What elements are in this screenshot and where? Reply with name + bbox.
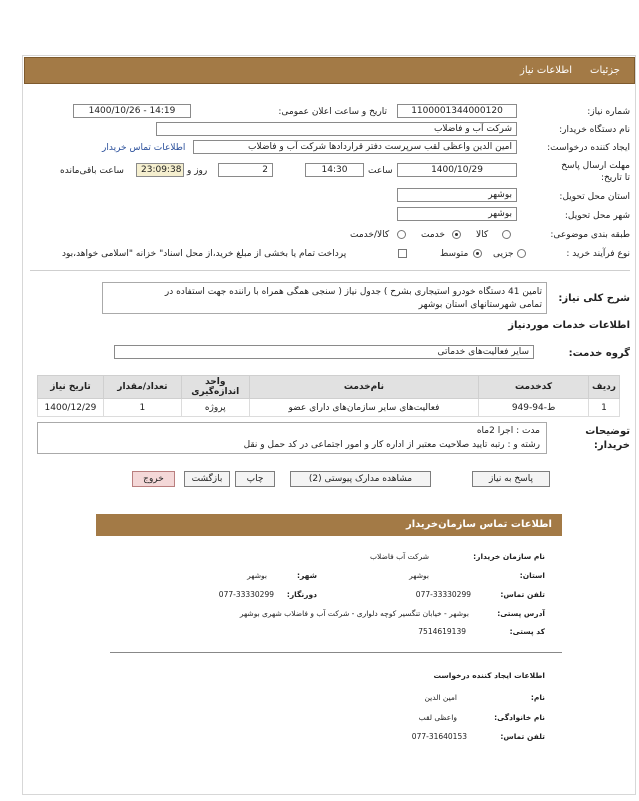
- col-service-code: کدخدمت: [479, 376, 589, 399]
- deadline-time-label: ساعت: [368, 166, 393, 176]
- col-need-date: تاریخ نیاز: [38, 376, 104, 399]
- buyer-org-label: نام دستگاه خریدار:: [559, 125, 630, 135]
- deadline-date-field: 1400/10/29: [397, 163, 517, 177]
- contact-fax-label: دورنگار:: [286, 590, 317, 599]
- contact-divider: [110, 652, 562, 653]
- treasury-payment-checkbox[interactable]: [398, 249, 407, 258]
- buyer-contact-link[interactable]: اطلاعات تماس خریدار: [102, 143, 186, 153]
- city-field: بوشهر: [397, 207, 517, 221]
- deadline-time-field: 14:30: [305, 163, 364, 177]
- services-section-title: اطلاعات خدمات موردنیاز: [508, 320, 630, 331]
- category-radio-goods[interactable]: [502, 230, 511, 239]
- requester-phone: 077-31640153: [411, 732, 467, 741]
- contact-province: بوشهر: [409, 571, 429, 580]
- buyer-notes-label: توضیحات خریدار:: [585, 426, 630, 451]
- remaining-time-field: 23:09:38: [136, 163, 184, 177]
- days-label: روز و: [187, 166, 208, 176]
- buyer-notes-line-1: مدت : اجرا 2ماه: [476, 426, 540, 436]
- back-button[interactable]: بازگشت: [184, 471, 230, 487]
- exit-button[interactable]: خروج: [132, 471, 175, 487]
- contact-city-label: شهر:: [297, 571, 317, 580]
- requester-family: واعظی لقب: [418, 713, 457, 722]
- contact-address-label: آدرس پستی:: [497, 609, 545, 618]
- province-field: بوشهر: [397, 188, 517, 202]
- treasury-payment-note: پرداخت تمام یا بخشی از مبلغ خرید،از محل اسناد" خزانه "اسلامی خواهد،بود: [62, 249, 347, 259]
- service-group-field: سایر فعالیت‌های خدماتی: [114, 345, 534, 359]
- province-label: استان محل تحویل:: [559, 192, 630, 202]
- need-number-label: شماره نیاز:: [587, 107, 630, 117]
- general-desc-line-2: تمامی شهرستانهای استان بوشهر: [418, 300, 542, 310]
- col-service-name: نام‌خدمت: [249, 376, 478, 399]
- requester-name-label: نام:: [530, 693, 545, 702]
- contact-org: شرکت آب فاضلاب: [369, 552, 429, 561]
- category-radio-service[interactable]: [452, 230, 461, 239]
- contact-phone: 077-33330299: [415, 590, 471, 599]
- col-row: ردیف: [588, 376, 619, 399]
- deadline-label: مهلت ارسال پاسخ تا تاریخ:: [561, 161, 630, 183]
- col-unit: واحد اندازه‌گیری: [181, 376, 249, 399]
- contact-org-label: نام سازمان خریدار:: [473, 552, 545, 561]
- buyer-org-field: شرکت آب و فاضلاب: [156, 122, 517, 136]
- category-option-goods: کالا: [476, 230, 489, 240]
- requester-family-label: نام خانوادگی:: [494, 713, 545, 722]
- col-quantity: تعداد/مقدار: [103, 376, 181, 399]
- cell-unit: پروژه: [181, 399, 249, 417]
- print-button[interactable]: چاپ: [235, 471, 275, 487]
- buyer-notes-box: [37, 422, 547, 454]
- contact-address: بوشهر - خیابان تنگسیر کوچه دلواری - شرکت آب و فاضلاب شهری بوشهر: [239, 609, 469, 618]
- purchase-radio-minor[interactable]: [517, 249, 526, 258]
- table-header-row: [38, 376, 620, 399]
- purchase-radio-medium[interactable]: [473, 249, 482, 258]
- cell-quantity: 1: [103, 399, 181, 417]
- header-title: جزئیات: [590, 65, 620, 76]
- contact-section-title: اطلاعات تماس سازمان‌خریدار: [405, 519, 552, 530]
- category-option-goods-service: کالا/خدمت: [350, 230, 390, 240]
- purchase-option-medium: متوسط: [440, 249, 469, 259]
- requester-phone-label: تلفن تماس:: [500, 732, 545, 741]
- contact-phone-label: تلفن تماس:: [500, 590, 545, 599]
- contact-postal: 7514619139: [418, 627, 466, 636]
- divider: [30, 270, 630, 271]
- requester-title: اطلاعات ایجاد کننده درخواست: [433, 671, 545, 680]
- cell-row: 1: [588, 399, 619, 417]
- services-table: [37, 375, 620, 417]
- contact-section-bar: [96, 514, 562, 536]
- reply-button[interactable]: پاسخ به نیاز: [472, 471, 550, 487]
- purchase-type-label: نوع فرآیند خرید :: [566, 249, 630, 259]
- remaining-label: ساعت باقی‌مانده: [60, 166, 124, 176]
- city-label: شهر محل تحویل:: [564, 211, 630, 221]
- category-label: طبقه بندی موضوعی:: [550, 230, 630, 240]
- creator-label: ایجاد کننده درخواست:: [547, 143, 630, 153]
- table-row: [38, 399, 620, 417]
- creator-field: امین الدین واعظی لقب سرپرست دفتر قراردادها شرکت آب و فاضلاب: [193, 140, 517, 154]
- header-bar: [24, 57, 635, 84]
- announce-field: 1400/10/26 - 14:19: [73, 104, 191, 118]
- attachments-button[interactable]: مشاهده مدارک پیوستی (2): [290, 471, 431, 487]
- service-group-label: گروه خدمت:: [568, 348, 630, 359]
- general-desc-line-1: تامین 41 دستگاه خودرو استیجاری بشرح ) جدول نیاز ( سنجی همگی همراه با راننده جهت استفاده در: [164, 287, 542, 297]
- category-option-service: خدمت: [421, 230, 445, 240]
- cell-service-code: ط-94-949: [479, 399, 589, 417]
- purchase-option-minor: جزیی: [493, 249, 514, 259]
- general-desc-box: [102, 282, 547, 314]
- contact-postal-label: کد پستی:: [509, 627, 545, 636]
- announce-label: تاریخ و ساعت اعلان عمومی:: [278, 107, 387, 117]
- cell-service-name: فعالیت‌های سایر سازمان‌های دارای عضو: [249, 399, 478, 417]
- contact-province-label: استان:: [519, 571, 545, 580]
- need-number-field: 1100001344000120: [397, 104, 517, 118]
- requester-name: امین الدین: [424, 693, 457, 702]
- general-desc-label: شرح کلی نیاز:: [558, 293, 630, 304]
- contact-city: بوشهر: [247, 571, 267, 580]
- days-field: 2: [218, 163, 273, 177]
- buyer-notes-line-2: رشته و : رتبه تایید صلاحیت معتبر از اداره کار و امور اجتماعی در کد حمل و نقل: [243, 440, 540, 450]
- header-subtitle: اطلاعات نیاز: [520, 65, 572, 76]
- cell-need-date: 1400/12/29: [38, 399, 104, 417]
- contact-fax: 077-33330299: [218, 590, 274, 599]
- category-radio-goods-service[interactable]: [397, 230, 406, 239]
